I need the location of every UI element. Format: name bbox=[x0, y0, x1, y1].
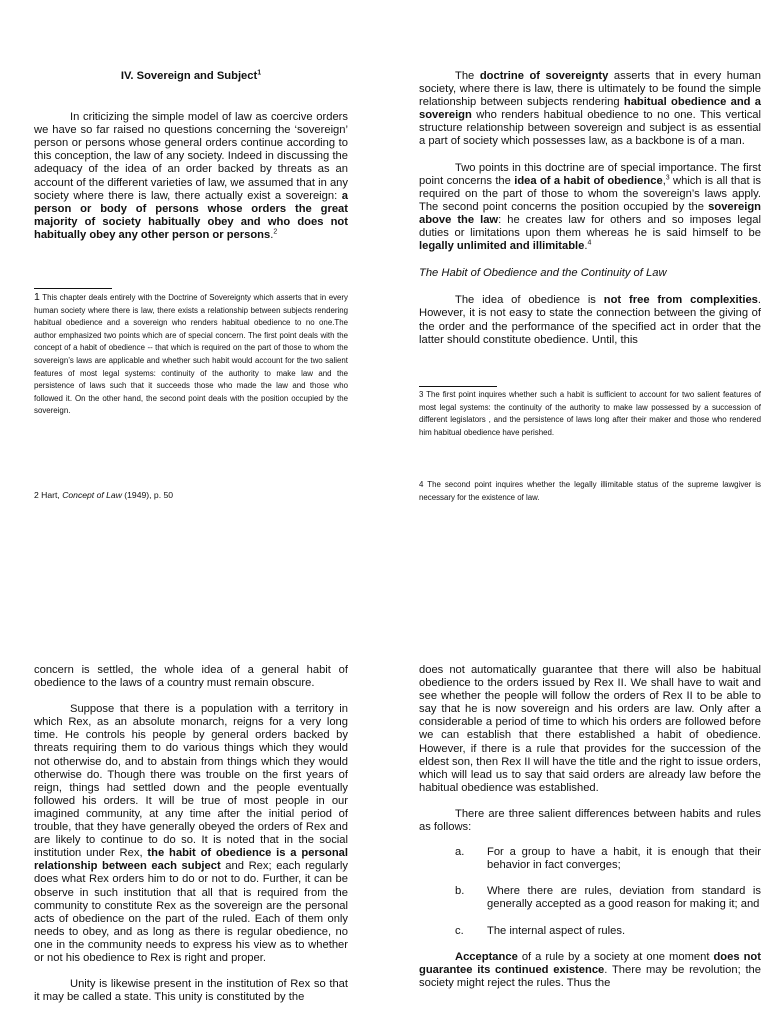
list-item: b. Where there are rules, deviation from standard is generally accepted as a good reason for making it; and bbox=[455, 885, 761, 911]
bottom-left-column bbox=[34, 664, 348, 1004]
section-title: IV. Sovereign and Subject$^1$ bbox=[120, 69, 262, 82]
footnote-divider-left bbox=[34, 288, 112, 289]
footnote-2: 2 Hart, Concept of Law (1949), p. 50 bbox=[34, 490, 174, 500]
top-left-column bbox=[34, 70, 348, 242]
footnote-1: 1 This chapter deals entirely with the Doctrine of Sovereignty which asserts that in every human society where there is law, there exists a relationship between subjects rendering habitual obedience and a sovereign who renders habitual obedience to no one.The author emphasized two points which are of special concern. The first point deals with the concept of a habit of obedience -- that which is required on the part of those to whom the sovereign’s laws are applicable and whether such habit would account for the two salient features of most legal systems: continuity of the authority to make law and the persistence of laws such that it succeeds those who made the law and those who followed it. On the other hand, the second point deals with the position occupied by the sovereign. bbox=[34, 291, 348, 416]
doctrine-paragraph: The doctrine of sovereignty asserts that in every human society, where there is law, there is ultimately to be found the simple relationship between subjects rendering habitual obedience and a sovereign who renders habitual obedience to no one. This vertical structure relationship between sovereign and subject is as essential a part of society which possesses law, as a backbone is of a man. bbox=[419, 70, 761, 148]
intro-paragraph: In criticizing the simple model of law as coercive orders we have so far raised no questions concerning the ‘sovereign’ person or persons whose general orders continue according to this conception, the law of any society. Indeed in discussing the adequacy of the idea of an order backed by threats as an account of the different varieties of law, we assumed that in any society where there is law, there actually exist a sovereign: a person or body of persons whose orders the great majority of society habitually obey and who does not habitually obey any other person or persons.$^2$ bbox=[34, 111, 348, 241]
footnote-ref-2: 2 bbox=[273, 228, 278, 236]
acceptance-paragraph: Acceptance of a rule by a society at one moment does not guarantee its continued existence. There may be revolution; the society might reject the rules. Thus the bbox=[419, 950, 762, 989]
rex-paragraph: Suppose that there is a population with a territory in which Rex, as an absolute monarch, reigns for a very long time. He controls his people by general orders backed by threats requiring them to do various things which they would not otherwise do, and to abstain from things which they would otherwise do. Though there was trouble on the first years of reign, things had settled down and the people eventually followed his orders. It will be true of most people in our imagined community, at any time after the initial period of trouble, that they have generally obeyed the orders of Rex and are likely to continue to do so. It is noted that in the social institution under Rex, the habit of obedience is a personal relationship between each subject and Rex; each regularly does what Rex orders him to do or not to do. Further, it can be observe in such institution that all that is required from the community to constitute Rex as the sovereign are the personal acts of obedience on the part of the ruled. Each of them only needs to obey, and as long as there is regular obedience, no one in the community needs to express his view as to whether or not his obedience to Rex is right and proper. bbox=[34, 703, 348, 964]
list-item: c. The internal aspect of rules. bbox=[455, 924, 626, 937]
footnote-ref-1: 1 bbox=[257, 69, 262, 77]
subheading: The Habit of Obedience and the Continuity of Law bbox=[419, 267, 667, 280]
list-item: a. For a group to have a habit, it is enough that their behavior in fact converges; bbox=[455, 846, 761, 872]
differences-list bbox=[419, 846, 761, 937]
continuation-paragraph: concern is settled, the whole idea of a general habit of obedience to the laws of a country must remain obscure. bbox=[34, 664, 348, 690]
rex-ii-paragraph: does not automatically guarantee that there will also be habitual obedience to the orders issued by Rex II. We shall have to wait and see whether the people will follow the orders of Rex II to be able to say that he is now sovereign and his orders are law. Only after a considerable a period of time to which his orders are followed before we can establish that there established a habit of obedience. However, if there is a rule that provides for the succession of the eldest son, then Rex II will have the title and the right to issue orders, which will lead us to say that said orders are already law before the habitual obedience was established. bbox=[419, 664, 761, 794]
footnote-ref-4: 4 bbox=[587, 239, 592, 247]
two-points-paragraph: Two points in this doctrine are of special importance. The first point concerns the idea of a habit of obedience,$^3$ which is all that is required on the part of those to whom the sovereign’s laws apply. The second point concerns the position occupied by the sovereign above the law: he creates law for others and so imposes legal duties or limitations upon them whereas he is said himself to be legally unlimited and illimitable.$^4$ bbox=[419, 161, 762, 253]
top-right-column bbox=[419, 70, 761, 347]
footnote-ref-3: 3 bbox=[665, 173, 670, 181]
differences-intro: There are three salient differences between habits and rules as follows: bbox=[419, 807, 761, 834]
unity-paragraph: Unity is likewise present in the institution of Rex so that it may be called a state. This unity is constituted by the bbox=[34, 978, 348, 1004]
footnote-divider-right bbox=[419, 386, 497, 387]
footnote-4: 4 The second point inquires whether the legally illimitable status of the supreme lawgiver is necessary for the existence of law. bbox=[419, 480, 761, 502]
footnote-3: 3 The first point inquires whether such a habit is sufficient to account for two salient features of most legal systems: the continuity of the authority to make law possessed by a succession of different legislators , and the persistence of laws long after their maker and those who rendered him habitual obedience have perished. bbox=[419, 390, 761, 437]
bottom-right-column bbox=[419, 664, 761, 990]
obedience-paragraph: The idea of obedience is not free from complexities. However, it is not easy to state the connection between the giving of the order and the performance of the specified act in order that the latter should constitute obedience. Until, this bbox=[419, 294, 761, 346]
